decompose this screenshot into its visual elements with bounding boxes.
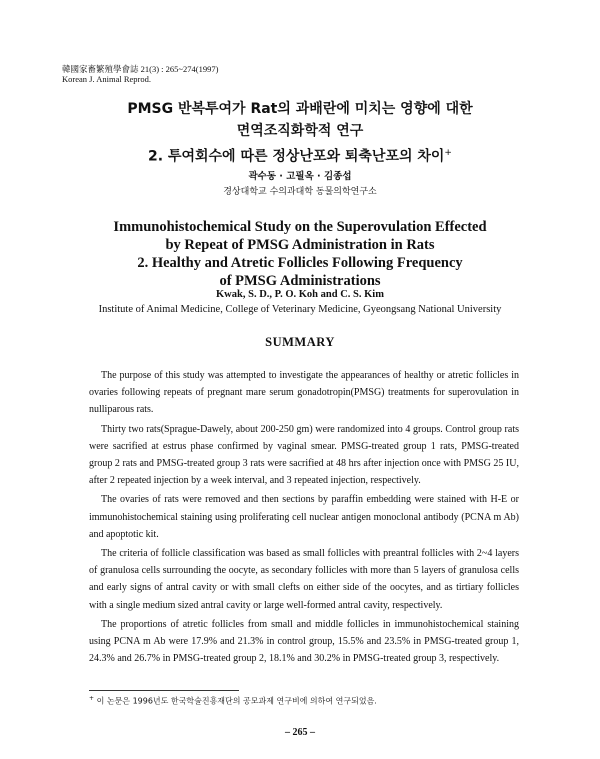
korean-title-line: 면역조직화학적 연구: [236, 123, 364, 139]
korean-title: [0, 98, 600, 168]
english-title-line: Immunohistochemical Study on the Superovulation Effected: [113, 219, 487, 235]
summary-heading: SUMMARY: [265, 335, 335, 349]
footnote-mark: +: [89, 695, 95, 702]
korean-authors: 곽수동 · 고필옥 · 김종섭: [248, 171, 352, 182]
footnote-text: 이 논문은 1996년도 한국학술진흥재단의 공모과제 연구비에 의하여 연구되었음.: [96, 696, 377, 706]
journal-english-name: Korean J. Animal Reprod.: [62, 74, 151, 84]
korean-title-line: PMSG 반복투여가 Rat의 과배란에 미치는 영향에 대한: [127, 101, 473, 117]
summary-paragraph: The proportions of atretic follicles from small and middle follicles in immunohistochemical staining using PCNA m Ab were 17.9% and 21.3% in control group, 15.5% and 23.5% in PMSG-treated group 1, 24.3% and 26.7% in PMSG-treated group 2, 18.1% and 30.2% in PMSG-treated group 3, respectively.: [89, 618, 519, 665]
english-title-line: by Repeat of PMSG Administration in Rats: [165, 237, 435, 253]
english-title-line: of PMSG Administrations: [219, 273, 381, 289]
korean-title-line: 2. 투여회수에 따른 정상난포와 퇴축난포의 차이+: [148, 148, 452, 165]
english-affiliation: Institute of Animal Medicine, College of Veterinary Medicine, Gyeongsang National University: [98, 304, 502, 315]
summary-paragraph: The purpose of this study was attempted to investigate the appearances of healthy or atretic follicles in ovaries following repeats of pregnant mare serum gonadotropin(PMSG) treatments for superovulation in nulliparous rats.: [89, 370, 519, 416]
summary-paragraph: The ovaries of rats were removed and then sections by paraffin embedding were stained with H-E or immunohistochemical staining using proliferating cell nuclear antigen monoclonal antibody (PCNA m Ab) and apoptotic kit.: [89, 494, 519, 540]
footnote-divider: [89, 690, 239, 691]
footnote: [89, 695, 377, 707]
english-authors: Kwak, S. D., P. O. Koh and C. S. Kim: [216, 289, 384, 300]
english-title: [0, 218, 600, 290]
summary-body: [89, 367, 519, 669]
english-title-line: 2. Healthy and Atretic Follicles Following Frequency: [137, 255, 463, 271]
journal-citation: 韓國家畜繁殖學會誌 21(3) : 265~274(1997): [62, 64, 219, 74]
korean-affiliation: 경상대학교 수의과대학 동물의학연구소: [223, 187, 377, 197]
journal-header: [62, 64, 218, 84]
summary-paragraph: Thirty two rats(Sprague-Dawely, about 200-250 gm) were randomized into 4 groups. Control group rats were sacrified at estrus phase confirmed by vaginal smear. PMSG-treated group 1 rats, PMSG-treated group 2 rats and PMSG-treated group 3 rats were sacrified at 48 hrs after injection once with PMSG 25 IU, after 2 repeated injection by a week interval, and 3 repeated injection, respectively.: [89, 423, 519, 487]
page-number: – 265 –: [285, 727, 315, 738]
funding-mark: +: [444, 148, 452, 158]
summary-paragraph: The criteria of follicle classification was based as small follicles with preantral follicles with 2~4 layers of granulosa cells surrounding the oocyte, as secondary follicles with more than 5 layers of granulosa cells and early signs of antral cavity or with small clefts on either side of the oocytes, and as tirtiary follicles with a single medium sized antral cavity or large well-formed antral cavity, respectively.: [89, 548, 519, 611]
